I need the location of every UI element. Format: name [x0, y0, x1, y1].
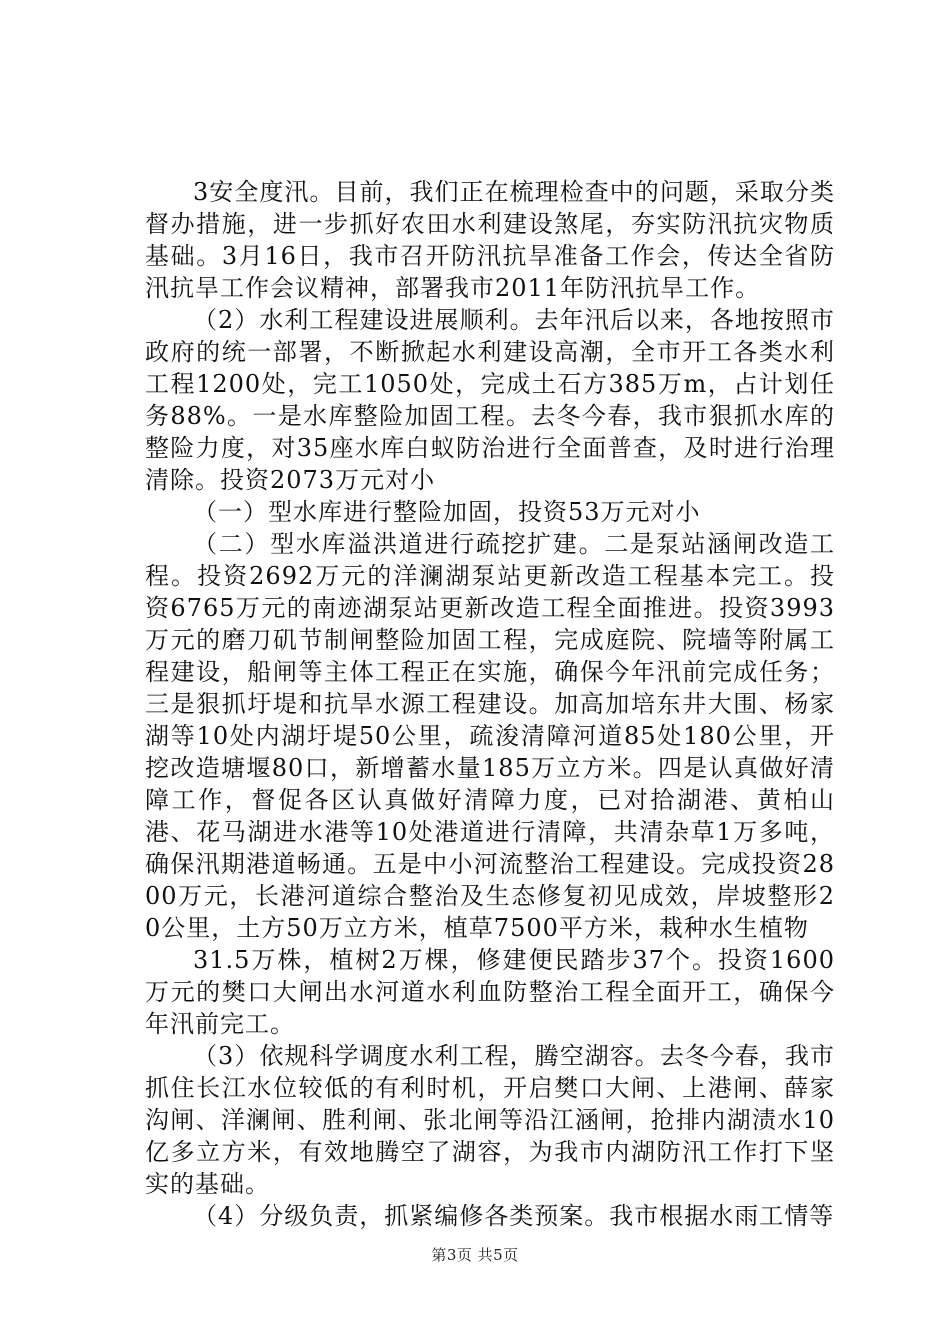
paragraph-section-3: （3）依规科学调度水利工程，腾空湖容。去冬今春，我市抓住长江水位较低的有利时机，开启樊口大闸、上港闸、薛家沟闸、洋澜闸、胜利闸、张北闸等沿江涵闸，抢排内湖渍水10亿多立方米，有效地腾空了湖容，为我市内湖防汛工作打下坚实的基础。 — [145, 1042, 835, 1198]
paragraph-section-4: （4）分级负责，抓紧编修各类预案。我市根据水雨工情等 — [193, 1202, 835, 1230]
paragraph-continuation: 31.5万株，植树2万棵，修建便民踏步37个。投资1600万元的樊口大闸出水河道水利血防整治工程全面开工，确保今年汛前完工。 — [145, 946, 835, 1038]
paragraph-type-1: （一）型水库进行整险加固，投资53万元对小 — [193, 498, 701, 526]
page-footer: 第3页 共5页 — [431, 1246, 519, 1264]
document-body — [145, 176, 835, 1232]
paragraph-type-2: （二）型水库溢洪道进行疏挖扩建。二是泵站涵闸改造工程。投资2692万元的洋澜湖泵站更新改造工程基本完工。投资6765万元的南迹湖泵站更新改造工程全面推进。投资3993万元的磨刀矶节制闸整险加固工程，完成庭院、院墙等附属工程建设，船闸等主体工程正在实施，确保今年汛前完成任务；三是狠抓圩堤和抗旱水源工程建设。加高加培东井大围、杨家湖等10处内湖圩堤50公里，疏浚清障河道85处180公里，开挖改造塘堰80口，新增蓄水量185万立方米。四是认真做好清障工作，督促各区认真做好清障力度，已对拾湖港、黄柏山港、花马湖进水港等10处港道进行清障，共清杂草1万多吨，确保汛期港道畅通。五是中小河流整治工程建设。完成投资2800万元，长港河道综合整治及生态修复初见成效，岸坡整形20公里，土方50万立方米，植草7500平方米，栽种水生植物 — [145, 530, 835, 942]
paragraph-section-2: （2）水利工程建设进展顺利。去年汛后以来，各地按照市政府的统一部署，不断掀起水利建设高潮，全市开工各类水利工程1200处，完工1050处，完成土石方385万m，占计划任务88%。一是水库整险加固工程。去冬今春，我市狠抓水库的整险力度，对35座水库白蚁防治进行全面普查，及时进行治理清除。投资2073万元对小 — [145, 306, 835, 494]
paragraph-intro: 3安全度汛。目前，我们正在梳理检查中的问题，采取分类督办措施，进一步抓好农田水利建设煞尾，夯实防汛抗灾物质基础。3月16日，我市召开防汛抗旱准备工作会，传达全省防汛抗旱工作会议精神，部署我市2011年防汛抗旱工作。 — [145, 178, 835, 302]
